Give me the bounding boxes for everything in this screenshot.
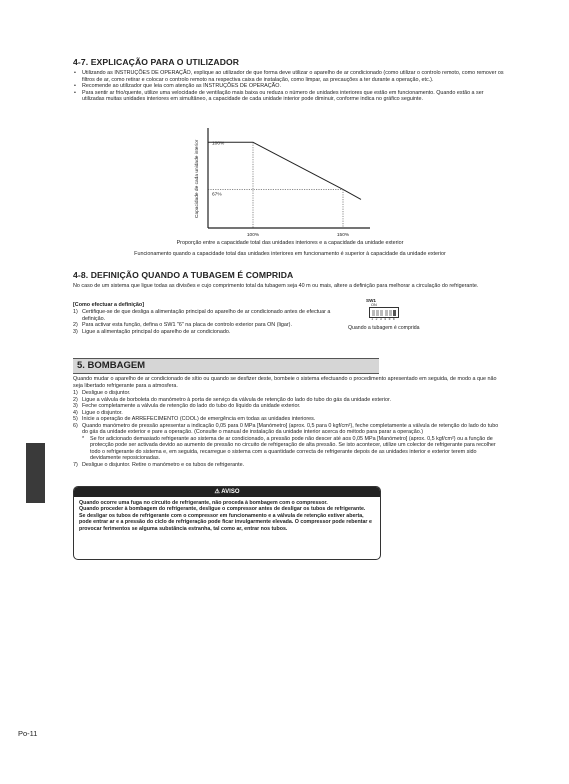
step-item: 3) Ligue a alimentação principal do aparelho de ar condicionado. xyxy=(73,328,231,335)
step-item: 1) Desligue o disjuntor. xyxy=(73,390,131,396)
section-5-intro: Quando mudar o aparelho de ar condicionado de sítio ou quando se desfizer deste, bombeie o sistema efectuando o procedimento apresentado em seguida, de modo a que não seja libertado refrigerante para a atmosfera. xyxy=(73,376,497,389)
section-5-steps xyxy=(73,390,505,468)
warning-body xyxy=(74,497,380,532)
bullet-item: • Utilizando as INSTRUÇÕES DE OPERAÇÃO, explique ao utilizador de que forma deve utilizar o aparelho de ar condicionado (como utilizar o controlo remoto, como remover os filtros de ar, como retirar e colocar o controlo remoto na respectiva caixa de instalação, como limpar, as precauções a ter durante a operação, etc.). xyxy=(73,70,505,83)
x-tick-label: 150% xyxy=(336,233,350,238)
step-item: 3) Feche completamente a válvula de retenção do lado do tubo do líquido da unidade exterior. xyxy=(73,403,301,409)
section-4-8-intro: No caso de um sistema que ligue todas as divisões e cujo comprimento total da tubagem seja 40 m ou mais, altere a definição para melhorar a circulação do refrigerante. xyxy=(73,283,479,289)
x-tick-label: 100% xyxy=(246,233,260,238)
switch-toggle xyxy=(372,310,375,316)
warning-box xyxy=(73,486,381,560)
step-item: 5) Inicie a operação de ARREFECIMENTO (COOL) de emergência em todas as unidades interiores. xyxy=(73,416,316,422)
switch-toggle xyxy=(385,310,388,316)
warning-line: Quando ocorre uma fuga no circuito de refrigerante, não proceda à bombagem com o compressor. xyxy=(79,500,328,506)
capacity-chart xyxy=(190,120,390,242)
switch-toggle xyxy=(380,310,383,316)
chart-x-label: Proporção entre a capacidade total das unidades interiores e a capacidade da unidade exterior xyxy=(176,240,404,246)
section-4-8-subhead: [Como efectuar a definição] xyxy=(73,302,144,308)
step-item: 7) Desligue o disjuntor. Retire o manómetro e os tubos de refrigerante. xyxy=(73,461,245,468)
section-5-title: 5. BOMBAGEM xyxy=(77,360,146,371)
side-tab-marker xyxy=(26,443,45,503)
sw1-numbers: 1 2 3 4 5 6 xyxy=(371,317,395,321)
sw1-diagram xyxy=(366,298,426,324)
section-4-7-bullets xyxy=(73,70,505,103)
sw1-on-label: ON xyxy=(371,303,377,307)
capacity-line xyxy=(208,142,361,199)
step-item: 4) Ligue o disjuntor. xyxy=(73,409,123,416)
step-note: * Se for adicionado demasiado refrigerante ao sistema de ar condicionado, a pressão pode não descer até aos 0,05 MPa [Manómetro] (aprox. 0,5 kgf/cm²) ou a função de protecção pode ser activada devido ao aumento de pressão no circuito de refrigeração de alta pressão. Se isto acontecer, utilize um colector de refrigerante para recolher todo o refrigerante do sistema e, em seguida, recarregue o sistema com a quantidade correcta de refrigerante depois de as unidades interior e exterior terem sido devidamente reposicionadas. xyxy=(82,435,496,461)
y-tick-label: 100% xyxy=(212,141,225,147)
section-5-header xyxy=(73,358,379,374)
warning-header xyxy=(74,487,380,497)
warning-title: AVISO xyxy=(221,489,240,495)
section-4-7-title: 4-7. EXPLICAÇÃO PARA O UTILIZADOR xyxy=(73,57,240,67)
bullet-item: • Recomende ao utilizador que leia com atenção as INSTRUÇÕES DE OPERAÇÃO. xyxy=(73,83,505,90)
step-item: 6) Quando manómetro de pressão apresentar a indicação 0,05 para 0 MPa [Manómetro] (aprox. 0,5 para 0 kgf/cm²), feche completamente a válvula de retenção do lado do tubo do gás da unidade exterior e pare a operação. (Consulte o manual de instalação da unidade interior acerca do método para parar a operação.) xyxy=(73,422,499,435)
section-4-8-title: 4-8. DEFINIÇÃO QUANDO A TUBAGEM É COMPRIDA xyxy=(73,270,294,280)
section-4-8-steps xyxy=(73,309,341,335)
switch-toggle-on xyxy=(393,310,396,316)
sw1-label: SW1 xyxy=(366,298,376,303)
switch-toggle xyxy=(376,310,379,316)
chart-y-label: Capacidade de cada unidade interior xyxy=(195,139,200,218)
step-item: 2) Ligue a válvula de borboleta do manómetro à porta de serviço da válvula de retenção do lado do tubo do gás da unidade exterior. xyxy=(73,396,391,403)
chart-caption: Funcionamento quando a capacidade total das unidades interiores em funcionamento é superior à capacidade da unidade exterior xyxy=(134,251,446,257)
sw1-caption: Quando a tubagem é comprida xyxy=(348,325,420,331)
switch-toggle xyxy=(389,310,392,316)
y-tick-label: 67% xyxy=(212,192,222,198)
step-item: 2) Para activar esta função, defina o SW1 "6" na placa de controlo exterior para ON (ligar). xyxy=(73,322,292,328)
warning-line: Quando proceder à bombagem do refrigerante, desligue o compressor antes de desligar os tubos de refrigerante. xyxy=(79,506,366,513)
step-item: 1) Certifique-se de que desliga a alimentação principal do aparelho de ar condicionado antes de efectuar a definição. xyxy=(73,309,331,322)
warning-triangle-icon: ⚠ xyxy=(214,489,220,495)
bullet-item: • Para sentir ar frio/quente, utilize uma velocidade de ventilação mais baixa ou reduza o número de unidades interiores que estão em funcionamento. Quando estão a ser utilizadas muitas unidades interiores em simultâneo, a capacidade de cada unidade interior pode diminuir, conforme indica no gráfico seguinte. xyxy=(73,90,505,103)
page-number: Po-11 xyxy=(18,729,38,738)
warning-line: Se desligar os tubos de refrigerante com o compressor em funcionamento e a válvula de retenção estiver aberta, pode entrar ar e a pressão do ciclo de refrigeração pode ficar invulgarmente elevada. O compressor pode rebentar e provocar ferimentos se alguma substância estranha, tal como ar, entrar nos tubos. xyxy=(79,512,372,532)
